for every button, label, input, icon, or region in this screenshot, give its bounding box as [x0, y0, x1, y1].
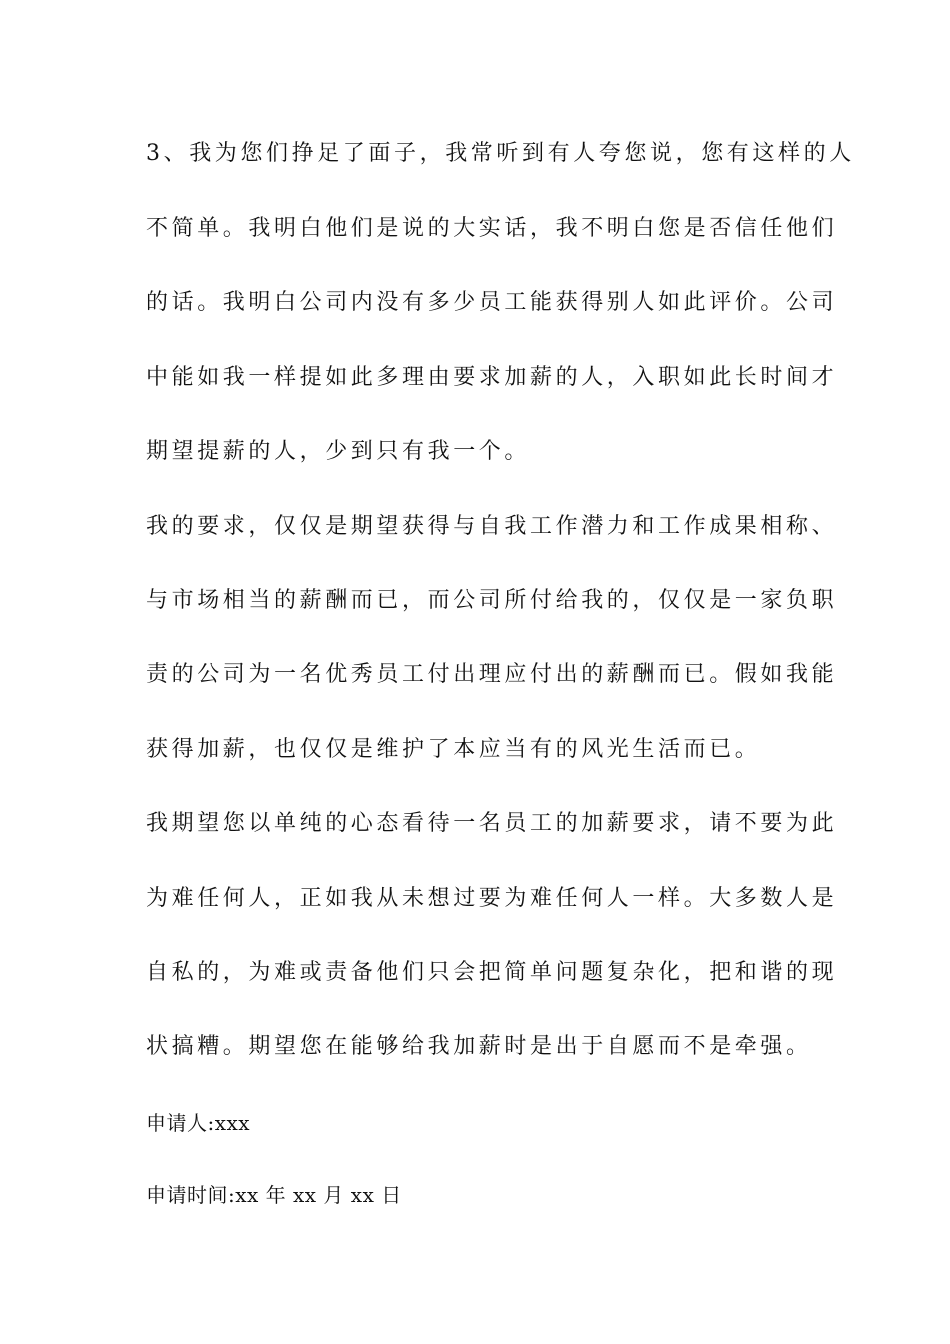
applicant-line: 申请人:xxx: [146, 1111, 251, 1135]
apply-date-line: 申请时间:xx 年 xx 月 xx 日: [146, 1183, 402, 1207]
paragraph-1-line-4: 中能如我一样提如此多理由要求加薪的人，入职如此长时间才: [146, 365, 838, 390]
paragraph-1-line-5: 期望提薪的人，少到只有我一个。: [146, 439, 531, 464]
paragraph-2-line-2: 与市场相当的薪酬而已，而公司所付给我的，仅仅是一家负职: [146, 588, 838, 613]
paragraph-3-line-2: 为难任何人，正如我从未想过要为难任何人一样。大多数人是: [146, 886, 838, 911]
paragraph-3-line-4: 状搞糟。期望您在能够给我加薪时是出于自愿而不是牵强。: [146, 1034, 812, 1059]
paragraph-1-line-2: 不简单。我明白他们是说的大实话，我不明白您是否信任他们: [146, 216, 838, 241]
paragraph-2-line-3: 责的公司为一名优秀员工付出理应付出的薪酬而已。假如我能: [146, 662, 838, 687]
paragraph-2-line-1: 我的要求，仅仅是期望获得与自我工作潜力和工作成果相称、: [146, 514, 838, 539]
paragraph-3-line-1: 我期望您以单纯的心态看待一名员工的加薪要求，请不要为此: [146, 811, 838, 836]
paragraph-2-line-4: 获得加薪，也仅仅是维护了本应当有的风光生活而已。: [146, 737, 761, 762]
paragraph-1-line-3: 的话。我明白公司内没有多少员工能获得别人如此评价。公司: [146, 290, 838, 315]
paragraph-3-line-3: 自私的，为难或责备他们只会把简单问题复杂化，把和谐的现: [146, 960, 838, 985]
paragraph-1-line-1: 3、我为您们挣足了面子，我常听到有人夸您说，您有这样的人: [146, 141, 855, 166]
